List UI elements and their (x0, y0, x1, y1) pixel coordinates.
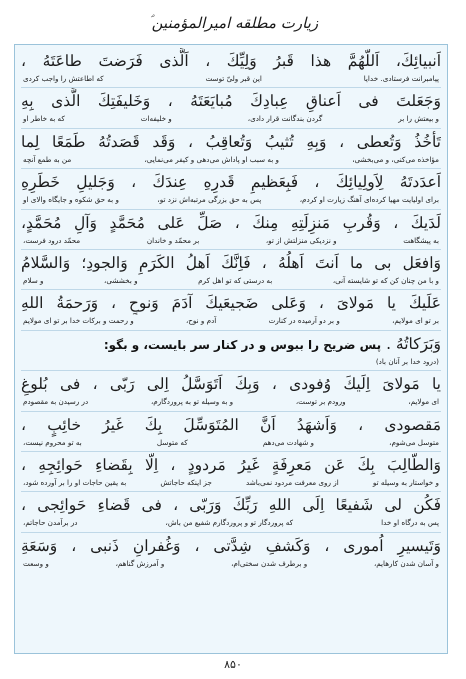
arabic-text: تَأخُذُ وَتُعطى ، وَبِهِ تُثيبُ وَتُعاقِبُ ، وَقَد قَصَدتُهُ طَمَعًا لِما (21, 132, 441, 151)
persian-translation: و آسان شدن کارهایم، و برطرف شدن سختی‌ام، و آمرزش گناهم، و وسعت (23, 558, 439, 568)
text-line (21, 492, 441, 532)
arabic-text: مَقصودى ، وَاَشهَدُ اَنَّ المُتَوَسِّلَ بِكَ غَيرُ خائِبٍ ، (21, 415, 441, 434)
text-line (21, 250, 441, 290)
arabic-text: وَافعَل بى ما اَنتَ اَهلُهُ ، فَاِنَّكَ اَهلُ الكَرَمِ وَالجودِ؛ وَالسَّلامُ (21, 253, 441, 272)
persian-translation: بر تو ای مولایم، و بر دو آرمیده در کنارت آدم و نوح، و رحمت و برکات خدا بر تو ای مولایم (23, 316, 439, 326)
text-line (21, 533, 441, 573)
persian-translation: و بیعتش را بر گردن بندگانت قرار دادی، و خلیفه‌ات که به خاطر او (23, 114, 439, 124)
text-line (21, 169, 441, 209)
instruction-text: پس ضریح را ببوس و در کنار سر بایست، و بگو: (103, 337, 382, 352)
persian-translation: (درود خدا بر آنان باد) (375, 356, 439, 366)
page-header (0, 8, 466, 38)
text-line (21, 452, 441, 492)
text-line (21, 371, 441, 411)
arabic-text (21, 331, 441, 356)
arabic-text: فَكُن لى شَفيعًا اِلَى اللهِ رَبِّكَ وَرَبّى ، فى قَضاءِ حَوائِجى ، (21, 496, 441, 515)
arabic-text: وَالطّالِبَ بِكَ عَن مَعرِفَةٍ غَيرُ مَردودٍ ، اِلّا بِقَضاءِ حَوائِجِهِ ، (21, 455, 441, 474)
arabic-text: وَجَعَلتَ فى اَعناقِ عِبادِكَ مُبايَعَتَهُ ، وَخَليفَتِكَ الَّذى بِهِ (21, 92, 441, 111)
arabic-text: اَنبيائِكَ، اَللّهُمَّ هذا قَبرُ وَلِيِّكَ ، اَلَّذى فَرَضتَ طاعَتَهُ ، (21, 52, 441, 70)
page-number: ۸۵۰ (224, 658, 242, 671)
text-line (21, 412, 441, 452)
persian-translation: متوسل می‌شوم، و شهادت می‌دهم که متوسل به تو محروم نیست، (23, 437, 439, 447)
text-line (21, 88, 441, 128)
persian-translation: پیامبرانت فرستادی. خدایا این قبر ولیّ توست که اطاعتش را واجب کردی (23, 74, 439, 83)
arabic-text: وَتَيسيرِ اُمورى ، وَكَشفِ شِدَّتى ، وَغُفرانِ ذَنبى ، وَسَعَةِ (21, 536, 441, 555)
text-line (21, 210, 441, 250)
persian-translation: و با من چنان کن که تو شایسته آنی، به درستی که تو اهل کرم و بخششی، و سلام (23, 275, 439, 285)
text-line (21, 331, 441, 371)
page-title: زیارت مطلقه امیرالمؤمنین ؑ (147, 14, 319, 32)
persian-translation: و خواستار به وسیله تو از روی معرفت مردود نمی‌باشد جز اینکه حاجاتش به یقین حاجات او را بر آورده شود، (23, 477, 439, 487)
text-line (21, 48, 441, 88)
persian-translation: برای اولیایت مهیا کرده‌ای آهنگ زیارت او کردم، پس به حق بزرگی مرتبه‌اش نزد تو، و به حق شکوه و جایگاه والای او (23, 195, 439, 205)
text-line (21, 290, 441, 330)
arabic-text: اَعدَدتَهُ لِاَولِيائِكَ ، فَبِعَظيمِ قَدرِهِ عِندَكَ ، وَجَليلِ خَطَرِهِ (21, 173, 441, 192)
persian-translation: به پیشگاهت و نزدیکی منزلتش از تو، بر محمّد و خاندان محمّد درود فرست، (23, 235, 439, 245)
arabic-text: يا مَولاىَ اِلَيكَ وُفودى ، وَبِكَ اَتَوَسَّلُ اِلى رَبّى ، فى بُلوغِ (21, 375, 441, 394)
text-panel (14, 44, 448, 654)
arabic-text: لَدَيكَ ، وَقُربِ مَنزِلَتِهِ مِنكَ ، صَلِّ عَلى مُحَمَّدٍ وَآلِ مُحَمَّدٍ، (21, 213, 441, 232)
arabic-fragment: وَبَرَكاتُهُ . (386, 334, 441, 353)
persian-translation: پس به درگاه او خدا که پروردگار تو و پروردگارم شفیع من باش، در برآمدن حاجاتم، (23, 518, 439, 528)
arabic-text: عَلَيكَ يا مَولاىَ ، وَعَلى ضَجيعَيكَ آدَمَ وَنوحٍ ، وَرَحمَةُ اللهِ (21, 294, 441, 313)
persian-translation: ای مولایم، ورودم بر توست، و به وسیله تو به پروردگارم، در رسیدن به مقصودم (23, 397, 439, 407)
persian-translation: مؤاخذه می‌کنی، و می‌بخشی، و به سبب او پاداش می‌دهی و کیفر می‌نمایی، من به طمع آنچه (23, 154, 439, 164)
text-line (21, 129, 441, 169)
